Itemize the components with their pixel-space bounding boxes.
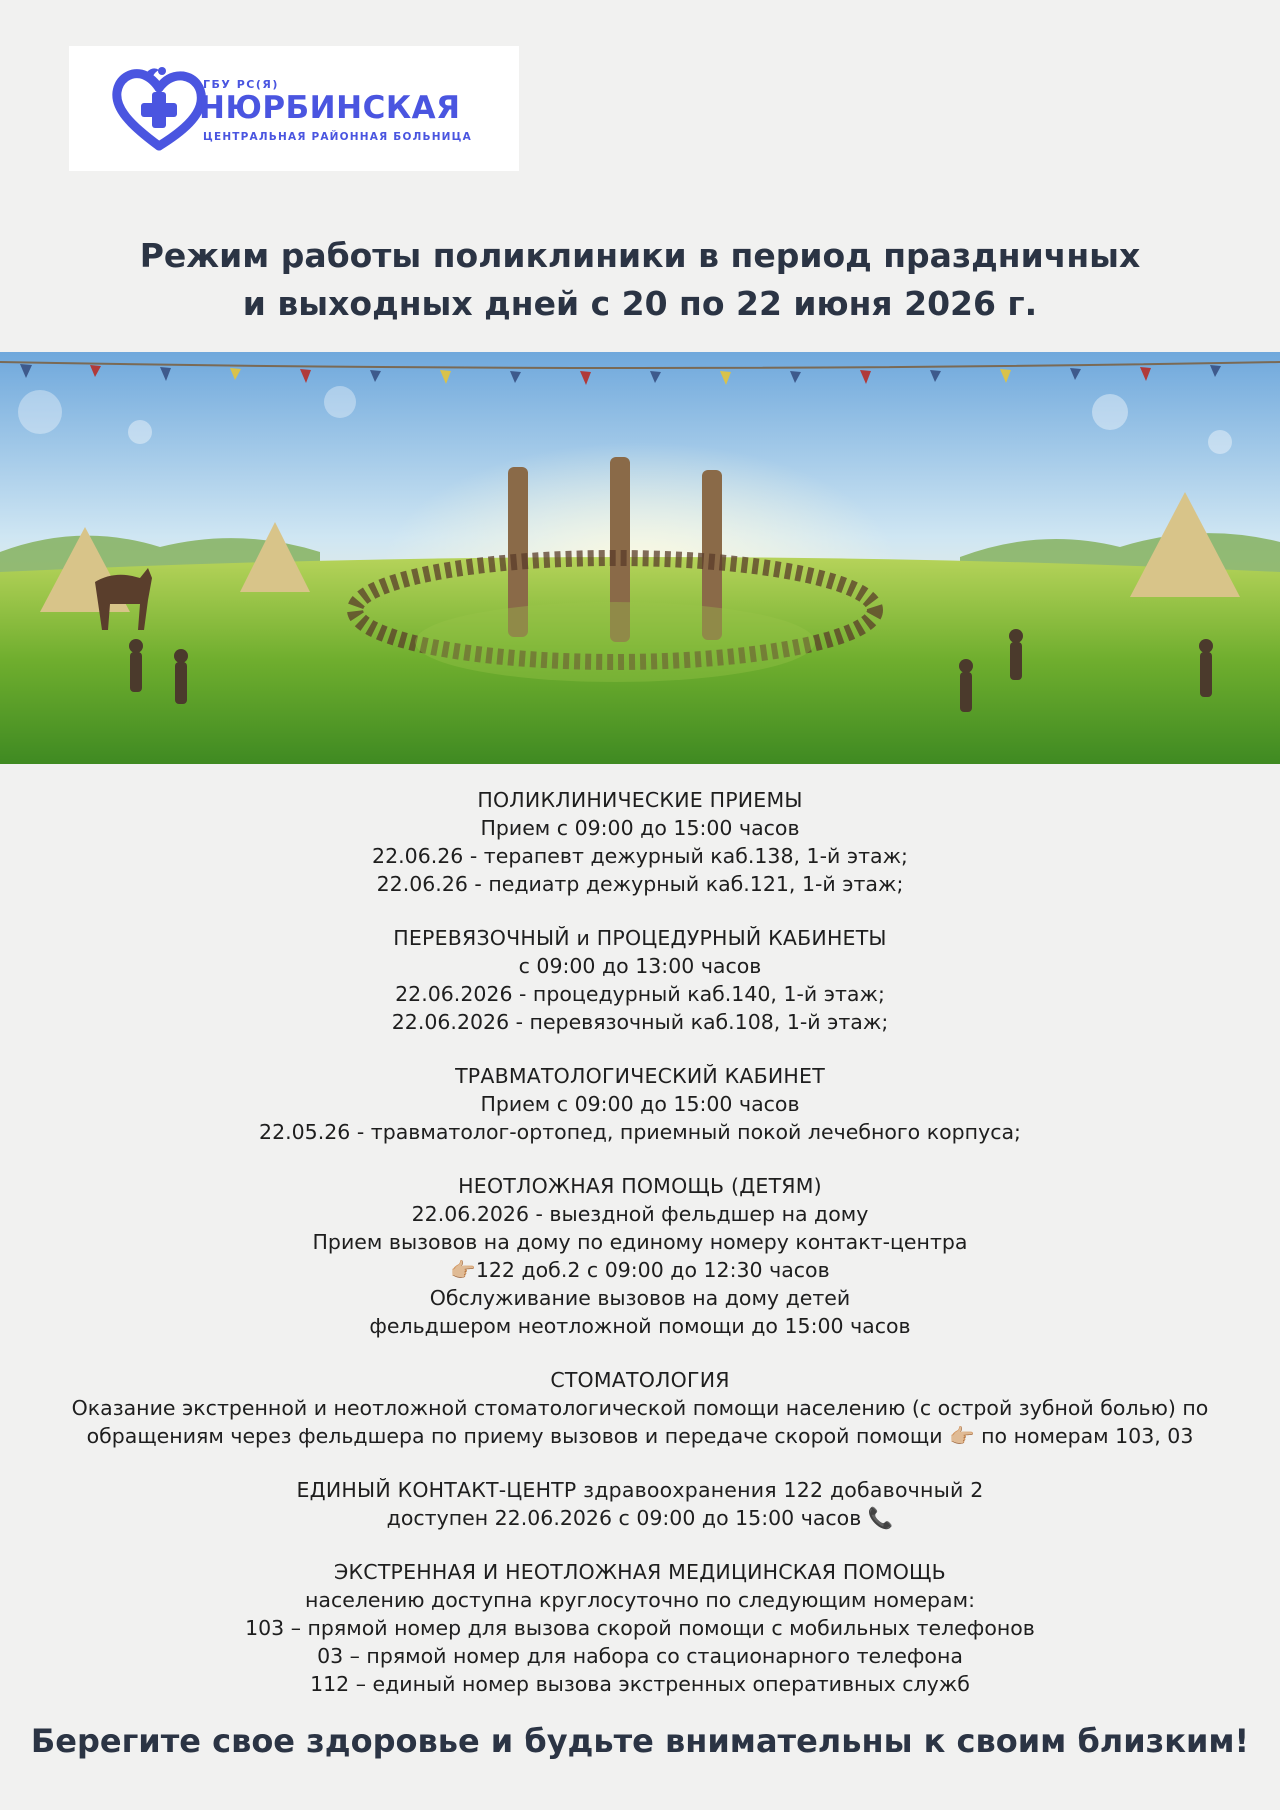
footer-slogan: Берегите свое здоровье и будьте внимательны к своим близким! bbox=[30, 1722, 1250, 1760]
section-heading: ТРАВМАТОЛОГИЧЕСКИЙ КАБИНЕТ bbox=[455, 1064, 825, 1088]
section-line: Оказание экстренной и неотложной стоматологической помощи населению (с острой зубной болью) по bbox=[71, 1396, 1209, 1420]
section-dentistry bbox=[40, 1366, 1240, 1450]
section-line: 103 – прямой номер для вызова скорой помощи с мобильных телефонов bbox=[245, 1616, 1035, 1640]
page-title-line-2: и выходных дней с 20 по 22 июня 2026 г. bbox=[242, 284, 1038, 323]
page-title bbox=[0, 232, 1280, 328]
section-line: 22.06.2026 - перевязочный каб.108, 1-й этаж; bbox=[391, 1010, 889, 1034]
hospital-logo bbox=[69, 46, 519, 171]
section-line: 22.06.2026 - выездной фельдшер на дому bbox=[411, 1202, 869, 1226]
section-emergency-care bbox=[40, 1558, 1240, 1698]
section-line: Прием вызовов на дому по единому номеру контакт-центра bbox=[312, 1230, 968, 1254]
section-line: 👉🏼122 доб.2 с 09:00 до 12:30 часов bbox=[450, 1258, 830, 1282]
section-heading: ПЕРЕВЯЗОЧНЫЙ и ПРОЦЕДУРНЫЙ КАБИНЕТЫ bbox=[393, 926, 887, 950]
section-line: фельдшером неотложной помощи до 15:00 часов bbox=[369, 1314, 911, 1338]
section-line: Обслуживание вызовов на дому детей bbox=[429, 1286, 851, 1310]
section-contact-center bbox=[40, 1476, 1240, 1532]
section-line: с 09:00 до 13:00 часов bbox=[518, 954, 762, 978]
section-line: обращениям через фельдшера по приему вызовов и передаче скорой помощи 👉🏼 по номерам 103, 03 bbox=[86, 1424, 1194, 1448]
section-heading: ЭКСТРЕННАЯ И НЕОТЛОЖНАЯ МЕДИЦИНСКАЯ ПОМОЩЬ bbox=[334, 1560, 946, 1584]
section-line: 112 – единый номер вызова экстренных оперативных служб bbox=[310, 1672, 970, 1696]
section-heading: ПОЛИКЛИНИЧЕСКИЕ ПРИЕМЫ bbox=[477, 788, 803, 812]
section-line: 22.06.26 - терапевт дежурный каб.138, 1-й этаж; bbox=[372, 844, 908, 868]
section-traumatology bbox=[40, 1062, 1240, 1146]
page-title-line-1: Режим работы поликлиники в период праздничных bbox=[139, 236, 1141, 275]
section-polyclinic bbox=[40, 786, 1240, 898]
section-line: Прием с 09:00 до 15:00 часов bbox=[480, 816, 800, 840]
section-heading: ЕДИНЫЙ КОНТАКТ-ЦЕНТР здравоохранения 122 добавочный 2 bbox=[296, 1478, 984, 1502]
section-line: доступен 22.06.2026 с 09:00 до 15:00 часов 📞 bbox=[386, 1506, 894, 1530]
section-dressing-procedure-rooms bbox=[40, 924, 1240, 1036]
logo-name: НЮРБИНСКАЯ bbox=[199, 90, 461, 126]
section-line: Прием с 09:00 до 15:00 часов bbox=[480, 1092, 800, 1116]
section-heading: СТОМАТОЛОГИЯ bbox=[550, 1368, 730, 1392]
logo-subtitle: ЦЕНТРАЛЬНАЯ РАЙОННАЯ БОЛЬНИЦА bbox=[203, 131, 472, 143]
section-line: 22.06.2026 - процедурный каб.140, 1-й этаж; bbox=[395, 982, 885, 1006]
heart-cross-icon bbox=[109, 58, 209, 158]
section-line: 22.06.26 - педиатр дежурный каб.121, 1-й этаж; bbox=[376, 872, 904, 896]
section-heading: НЕОТЛОЖНАЯ ПОМОЩЬ (ДЕТЯМ) bbox=[458, 1174, 822, 1198]
section-line: 22.05.26 - травматолог-ортопед, приемный покой лечебного корпуса; bbox=[259, 1120, 1021, 1144]
festival-banner-illustration bbox=[0, 352, 1280, 764]
banner-scene bbox=[0, 352, 1280, 764]
section-urgent-care-children bbox=[40, 1172, 1240, 1340]
logo-org-type: ГБУ РС(Я) bbox=[203, 78, 279, 91]
section-line: населению доступна круглосуточно по следующим номерам: bbox=[304, 1588, 975, 1612]
schedule-body bbox=[40, 786, 1240, 1724]
section-line: 03 – прямой номер для набора со стационарного телефона bbox=[317, 1644, 963, 1668]
